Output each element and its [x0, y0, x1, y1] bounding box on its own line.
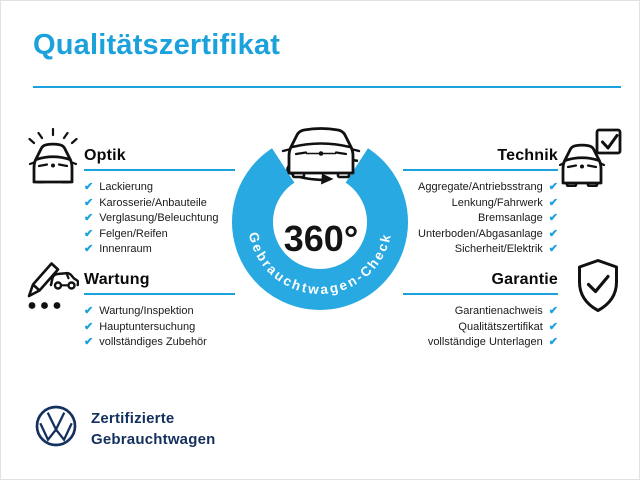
checklist-item	[403, 304, 558, 319]
check-icon: ✔	[548, 305, 558, 317]
page-title: Qualitätszertifikat	[33, 29, 281, 61]
section-divider	[403, 169, 558, 171]
checklist-item	[84, 320, 235, 335]
vw-logo	[34, 404, 78, 453]
checklist-item-label: Innenraum	[99, 243, 152, 255]
header-divider	[33, 86, 621, 88]
checklist-item-label: vollständiges Zubehör	[99, 336, 207, 348]
360-check-graphic	[226, 111, 416, 326]
section-optik	[84, 145, 235, 258]
service-checklist-icon	[23, 258, 79, 316]
checklist-item-label: vollständige Unterlagen	[427, 336, 543, 348]
checklist-item-label: Sicherheit/Elektrik	[454, 243, 543, 255]
checklist-item-label: Karosserie/Anbauteile	[99, 196, 207, 209]
checklist-item	[84, 227, 235, 242]
check-icon: ✔	[84, 320, 94, 333]
checklist-item-label: Lackierung	[99, 181, 154, 193]
car-headlights-icon	[26, 128, 80, 186]
checklist-item	[84, 304, 235, 319]
checklist-item	[403, 196, 558, 211]
check-icon: ✔	[84, 212, 94, 224]
checklist-item	[84, 180, 235, 195]
section-garantie	[403, 269, 558, 351]
section-wartung	[84, 269, 235, 351]
checklist-item-label: Qualitätszertifikat	[458, 320, 543, 333]
check-icon: ✔	[548, 181, 558, 193]
check-icon: ✔	[84, 243, 94, 255]
check-icon: ✔	[84, 336, 94, 348]
checklist-item-label: Wartung/Inspektion	[99, 305, 194, 317]
degree-label: 360°	[283, 218, 359, 259]
check-icon: ✔	[548, 243, 558, 255]
section-title-technik: Technik	[497, 147, 558, 164]
section-divider	[84, 293, 235, 295]
check-icon: ✔	[84, 196, 94, 209]
checklist-item	[84, 211, 235, 226]
checklist-item	[403, 320, 558, 335]
checklist-item-label: Unterboden/Abgasanlage	[418, 227, 543, 240]
checklist-item	[403, 335, 558, 350]
section-divider	[403, 293, 558, 295]
shield-check-icon	[572, 257, 624, 315]
check-icon: ✔	[548, 336, 558, 348]
checklist-item-label: Aggregate/Antriebsstrang	[418, 181, 543, 193]
check-icon: ✔	[84, 181, 94, 193]
checklist-item	[84, 335, 235, 350]
checklist-item-label: Verglasung/Beleuchtung	[99, 212, 219, 224]
brand-line-2: Gebrauchtwagen	[91, 431, 216, 448]
section-divider	[84, 169, 235, 171]
checklist-item	[403, 180, 558, 195]
section-title-wartung: Wartung	[84, 271, 150, 288]
checklist-item	[403, 227, 558, 242]
checklist-item-label: Garantienachweis	[454, 305, 543, 317]
checklist-item	[84, 196, 235, 211]
brand-line-1: Zertifizierte	[91, 410, 175, 427]
checklist-item	[403, 211, 558, 226]
check-icon: ✔	[548, 227, 558, 240]
section-title-optik: Optik	[84, 147, 126, 164]
checklist-item-label: Hauptuntersuchung	[99, 320, 196, 333]
check-icon: ✔	[84, 305, 94, 317]
checklist-item	[84, 242, 235, 257]
check-icon: ✔	[548, 212, 558, 224]
check-icon: ✔	[548, 320, 558, 333]
checklist-item	[403, 242, 558, 257]
brand-text	[91, 408, 216, 450]
check-icon: ✔	[548, 196, 558, 209]
car-checkbox-icon	[559, 127, 623, 187]
car-360-rotation-icon	[283, 129, 359, 185]
section-technik	[403, 145, 558, 258]
ring-label: Gebrauchtwagen-Check	[245, 230, 395, 298]
section-title-garantie: Garantie	[491, 271, 558, 288]
checklist-item-label: Lenkung/Fahrwerk	[451, 196, 543, 209]
checklist-item-label: Felgen/Reifen	[99, 227, 168, 240]
check-icon: ✔	[84, 227, 94, 240]
checklist-item-label: Bremsanlage	[477, 212, 543, 224]
